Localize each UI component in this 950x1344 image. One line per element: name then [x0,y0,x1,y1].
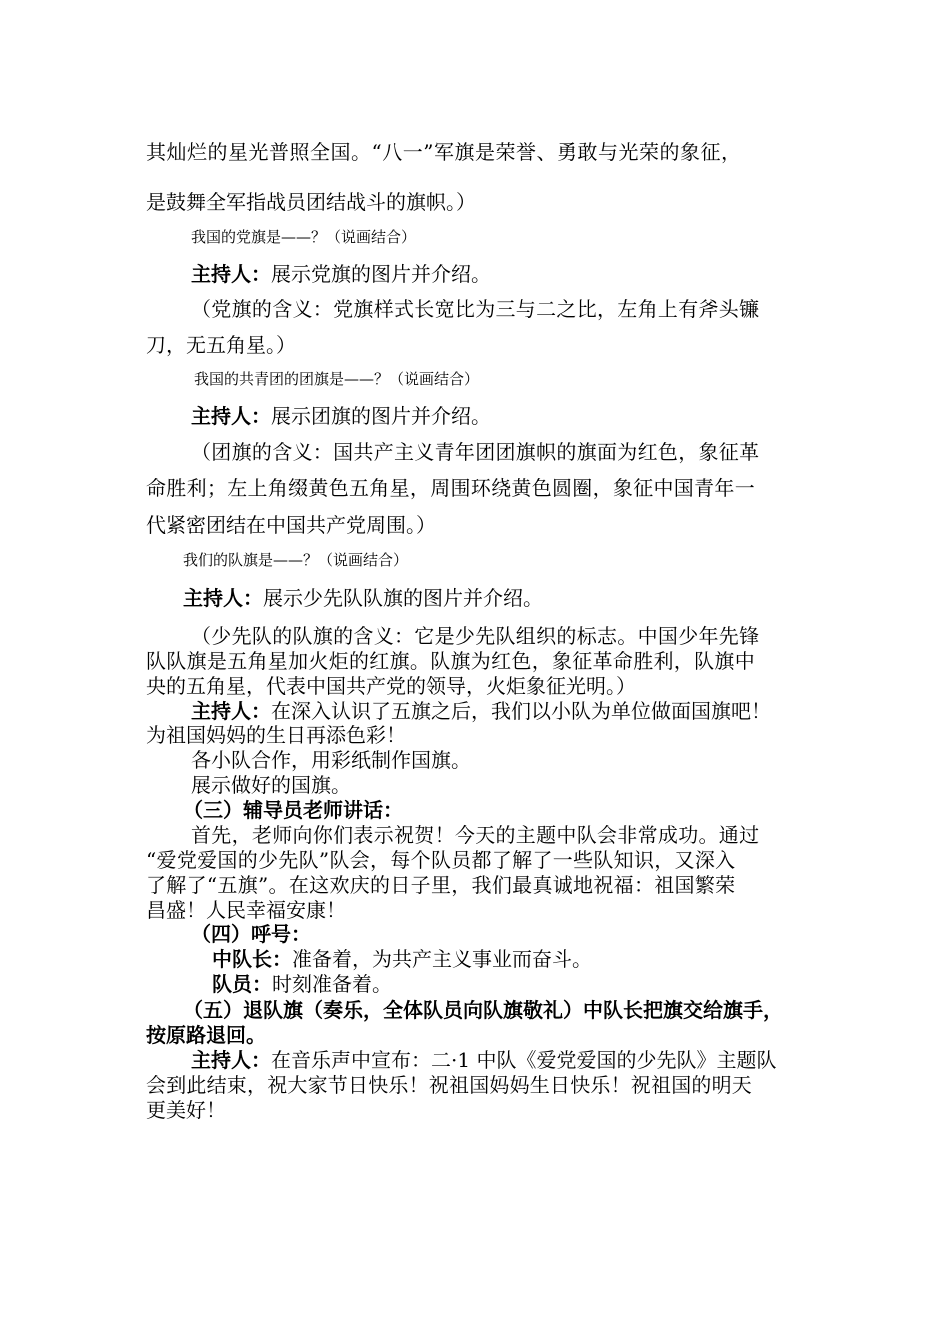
paragraph-line: 央的五角星，代表中国共产党的领导，火炬象征光明。） [146,674,636,698]
host-label: 主持人： [183,586,263,610]
member-text: 时刻准备着。 [272,972,392,996]
paragraph-line: （团旗的含义：国共产主义青年团团旗帜的旗面为红色，象征革 [191,440,760,464]
paragraph-line: 其灿烂的星光普照全国。“八一”军旗是荣誉、勇敢与光荣的象征， [146,140,742,164]
host-text: 展示少先队队旗的图片并介绍。 [263,586,543,610]
host-text: 展示党旗的图片并介绍。 [271,262,491,286]
paragraph-line: 首先，老师向你们表示祝贺！今天的主题中队会非常成功。通过 [191,823,760,847]
captain-text: 准备着，为共产主义事业而奋斗。 [292,947,592,971]
paragraph-line: 代紧密团结在中国共产党周围。） [146,513,436,537]
host-line [191,400,491,429]
paragraph-line: 昌盛！人民幸福安康！ [146,898,346,922]
paragraph-line: （少先队的队旗的含义：它是少先队组织的标志。中国少年先锋 [191,624,760,648]
paragraph-line: 队队旗是五角星加火炬的红旗。队旗为红色，象征革命胜利，队旗中 [146,649,755,673]
paragraph-line: 了解了“五旗”。在这欢庆的日子里，我们最真诚地祝福：祖国繁荣 [146,873,736,897]
paragraph-line: 为祖国妈妈的生日再添色彩！ [146,723,406,747]
member-label: 队员： [212,972,272,996]
section-3-title: （三）辅导员老师讲话： [183,798,403,822]
paragraph-line: 更美好！ [146,1098,226,1122]
host-line [183,582,543,611]
question-league-flag: 我国的共青团的团旗是——？（说画结合） [194,370,480,388]
host-text: 展示团旗的图片并介绍。 [271,404,491,428]
paragraph-line: 会到此结束，祝大家节日快乐！祝祖国妈妈生日快乐！祝祖国的明天 [146,1073,752,1097]
host-label: 主持人： [191,699,271,723]
section-5-title-cont: 按原路退回。 [146,1023,266,1047]
host-text: 在深入认识了五旗之后，我们以小队为单位做面国旗吧！ [271,699,771,723]
member-line [212,968,392,997]
paragraph-line: （党旗的含义：党旗样式长宽比为三与二之比，左角上有斧头镰 [191,297,760,321]
paragraph-line: 展示做好的国旗。 [191,773,351,797]
host-label: 主持人： [191,262,271,286]
host-label: 主持人： [191,1048,271,1072]
paragraph-line: 各小队合作，用彩纸制作国旗。 [191,748,471,772]
paragraph-line: 刀，无五角星。） [146,333,296,357]
paragraph-line: 是鼓舞全军指战员团结战斗的旗帜。） [146,190,476,214]
host-text: 在音乐声中宣布：二·1 中队《爱党爱国的少先队》主题队 [271,1048,777,1072]
question-team-flag: 我们的队旗是——？（说画结合） [183,551,409,569]
section-4-title: （四）呼号： [191,922,311,946]
paragraph-line: “爱党爱国的少先队”队会，每个队员都了解了一些队知识，又深入 [146,848,736,872]
paragraph-line: 命胜利；左上角缀黄色五角星，周围环绕黄色圆圈，象征中国青年一 [146,476,755,500]
section-5-title: （五）退队旗（奏乐，全体队员向队旗敬礼）中队长把旗交给旗手， [183,998,783,1022]
host-line [191,258,491,287]
captain-label: 中队长： [212,947,292,971]
question-party-flag: 我国的党旗是——？（说画结合） [191,228,417,246]
host-label: 主持人： [191,404,271,428]
